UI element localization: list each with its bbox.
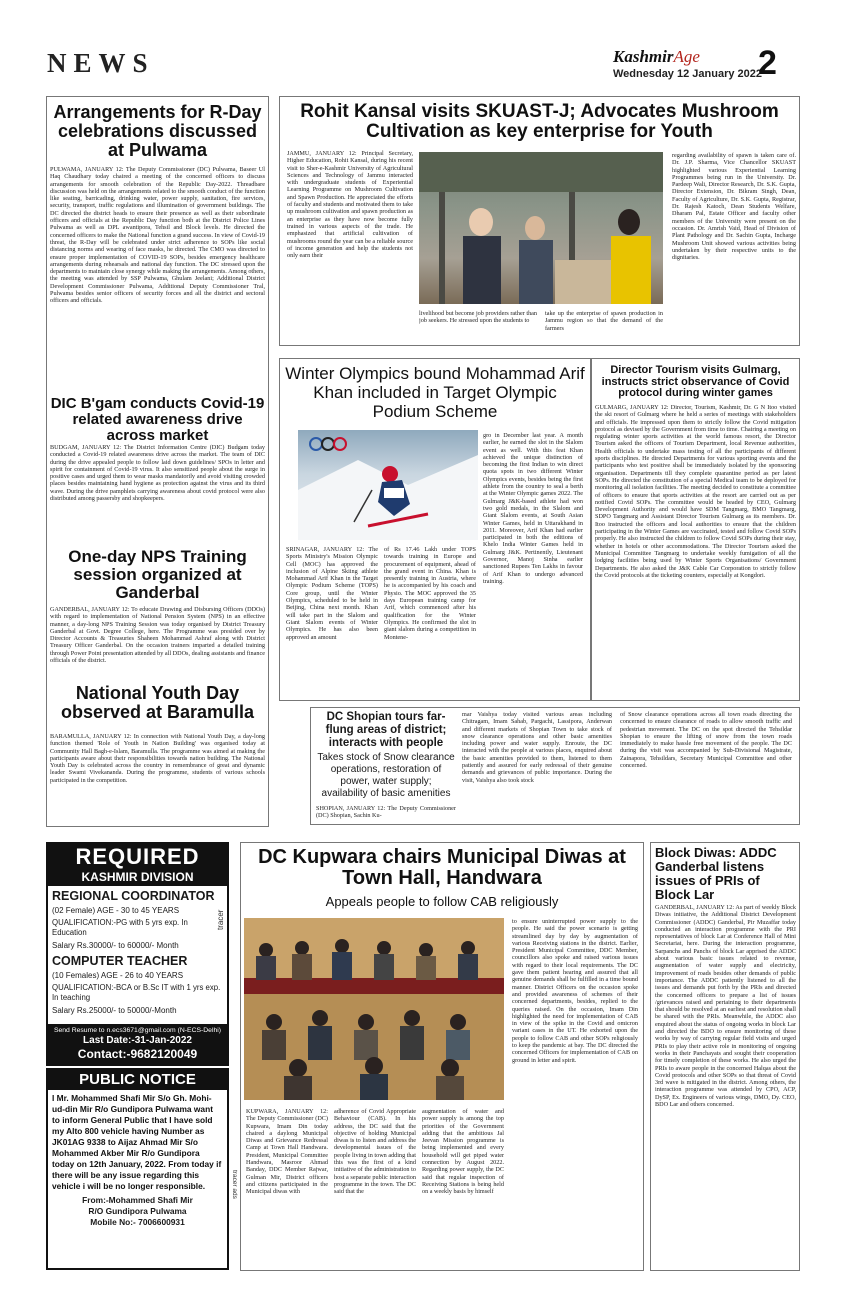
photo-roof <box>419 152 663 192</box>
ad-role-1-detail: (02 Female) AGE - 30 to 45 YEARS <box>52 906 180 915</box>
page-number: 2 <box>758 44 777 82</box>
article-baramulla: BARAMULLA, JANUARY 12: In connection with National Youth Day, a day-long function themed 'Role of Youth in Nation Building' was organised today at Community Hall Bagh-e-Islam, Baramulla. The programme was aimed at making the participants aware about their responsibilities towards nation building. The National Youth Day is celebrated across the country in remembrance of great and dynamic leader Swami Vivekananda. During the programme, students of various schools participated in the competition. <box>50 733 265 784</box>
ad-notice-title: PUBLIC NOTICE <box>48 1070 227 1090</box>
ad-public-notice <box>46 1068 229 1270</box>
photo-person-head <box>469 208 493 236</box>
section-title: NEWS <box>47 48 155 78</box>
photo-skier-bib <box>384 488 404 498</box>
brand-kashmir: Kashmir <box>613 47 674 66</box>
headline-pulwama: Arrangements for R-Day celebrations discussed at Pulwama <box>53 102 262 160</box>
ad-required-title: REQUIRED <box>48 844 227 870</box>
olympics-photo-svg <box>298 430 478 540</box>
photo-pillar <box>439 192 445 304</box>
ad-role-2: COMPUTER TEACHER <box>52 954 188 968</box>
ad-required <box>46 842 229 1066</box>
kupwara-col-4: to ensure uninterrupted power supply to the people. He said the power scenario is getting streamlined day by day by augmentation of various Receiving stations in the district. Earlier, President Municipal Committee, DDC Member, councillors also spoke and raised various issues with regard to their local requirements. The DC gave them patient hearing and assured that all genuine demands shall be fulfilled in a time bound manner. District Officers on the occasion spoke and provided awareness of schemes of their concerned departments, besides, replied to the queries raised. On the occasion, Imam Din highlighted the need for implementation of CAB in view of the spike in the Covid and omicron variant cases in the UT. He exhorted upon the people to follow CAB and other SOPs religiously to keep the pandemic at bay. The DC directed the concerned Officers for implementation of CAB on ground in letter and spirit. <box>512 918 638 1064</box>
kupwara-photo <box>244 918 504 1100</box>
masthead <box>0 0 848 88</box>
headline-kupwara: DC Kupwara chairs Municipal Diwas at Town Hall, Handwara <box>258 846 626 889</box>
headline-ganderbal-nps: One-day NPS Training session organized at Ganderbal <box>68 547 247 602</box>
photo-person-head <box>618 209 640 235</box>
shopian-col-2: mar Vaishya today visited various areas including Chitragam, Imam Sahab, Pargachi, Lassipora, Anderwan and different markets of Shopian Town to take stock of snow clearance operations and other basic amenities including power and water supply. Enroute, the DC interacted with the people at various places, enquired about the basic amenities provided to them, listened to them patiently and assured for early redressal of their genuine demands and grievances of public importance. During the visit, Vaishya also took stock <box>462 711 612 784</box>
headline-budgam: DIC B'gam conducts Covid-19 related awareness drive across market <box>50 395 265 444</box>
article-block-diwas: GANDERBAL, JANUARY 12: As part of weekly Block Diwas initiative, the Additional District Development Commissioner (ADDC) Ganderbal, Pir Muzaffar today conducted an interaction programme with the PRI representatives of block Lar at Conference Hall of Mini Secretariat, here. During the interaction programme, Sarpanchs and Panchs of block Lar apprised the ADDC about various basic issues related to revenue, augmentation of water supply and electricity, improvement of roads besides other demands of public importance. The ADDC patiently listened to all the issues and demands put forth by the PRIs and directed the concerned officers to prepare a list of issues /grievances raised and pertaining to their departments that should be resolved at an earliest and resolution shall be shared with the PRIs. Meanwhile, the ADDC also enquired about the status of ongoing works in block Lar and directed the BDO to ensure monitoring of these works by way of carrying regular field visits and urged PRIs to play their active role in monitoring of ongoing works in their Panchayats and sought their cooperation for timely completion of these works. He also urged the PRIs to aware people in the concerned Halqas about the Covid protocols and other SOPs so that threat of Covid 3rd wave is mitigated in the district. Among others, the interaction programme was attended by CPO, ACP, DySP, Ex. Engineers of various wings, DMO, Dy. CEO, BDO Lar and others concerned. <box>655 904 796 1109</box>
ad-last-date: Last Date:-31-Jan-2022 <box>83 1035 192 1046</box>
ad-role-2-salary: Salary Rs.25000/- to 50000/-Month <box>52 1006 177 1015</box>
headline-baramulla: National Youth Day observed at Baramulla <box>60 683 255 722</box>
kupwara-col-3: augmentation of water and power supply is among the top priorities of the Government adding that the ambitious Jal Jeevan Mission programme is being implemented and every household will get piped water connection by August 2022. Regarding power supply, the DC said that regular inspection of Receiving Stations is being held on a weekly basis by himself <box>422 1108 504 1196</box>
skuast-col-4: regarding availability of spawn is taken care of. Dr. J.P. Sharma, Vice Chancellor SKUAST highlighted various Experiential Learning Programmes being run in the University. Dr. Pardeep Wali, Director Research, Dr. S.K. Gupta, Director Extension, Dr. Bikram Singh, Dean, Faculty of Agriculture, Dr. S.K. Gupta, Registrar, Dr. Rajesh Katoch, Dean Students Welfare, Dharam Pal, Estate Officer and faculty other members of the University were present on the occasion. Dr. Amrish Vaid, Head of Division of Plant Pathology and Dr. Sachin Gupta, Incharge Mushroom Unit showed various activities being undertaken by their respective units to the dignitaries. <box>672 152 796 262</box>
skuast-col-2: livelihood but become job providers rather than job seekers. He stressed upon the students to <box>419 310 537 325</box>
ad-role-1-qualification: QUALIFICATION:-PG with 5 yrs exp. In Education <box>52 918 188 937</box>
photo-person <box>519 240 553 304</box>
skuast-photo <box>419 152 663 304</box>
ad-role-2-qualification: QUALIFICATION:-BCA or B.Sc IT with 1 yrs exp. In teaching <box>52 983 221 1002</box>
ad-required-tag: tracer <box>216 909 225 930</box>
article-gulmarg: GULMARG, JANUARY 12: Director, Tourism, Kashmir, Dr. G N Itoo visited the ski resort of Gulmarg where he held a series of meetings with stakeholders and officials. He impressed upon them to strictly follow the Covid mitigation protocol as devised by the Government from time to time. Chairing a meeting on regulating winter sports activities at the world famous resort, the Director Tourism asked the officers of Tourism Department, local Revenue authorities, Health officials to undertake mass testing of all the participants of different sports disciplines. He directed Departments for various sporting events and the participants who test positive shall be immediately isolated by the sponsoring organisation. Departments till they complete quarantine period as per latest SOPs. He directed the constitution of a special Medical team to be deployed for monitoring all isolation facilities. The meeting decided to constitute a committee of officers to ensure that sports activities at the resort are carried out as per notified Covid SOPs. The committee would be headed by CEO, Gulmarg Development Authority and would have SDM Tangmarg, BMO Tangmarg, SDPO Tangmarg and Assistant Director Tourism Gulmarg as its members. Dr. Itoo instructed the officers and local authorities to ensure that the children participating in the Winter Games are vaccinated, tested and follow Covid SOPs properly. He also instructed the children to follow Covid SOPs during their stay, whether in hotels or other accommodations. The Director Tourism asked the Municipal Committee Tangmarg to undertake weekly fumigation of all the lodging facilities being used by Winter Sports Organisations/ Government Departments. He also asked the J&K Cable Car Corporation to strictly follow the Covid protocols at the ticketing counters, especially at Kongdori. <box>595 404 796 579</box>
skuast-photo-svg <box>419 152 663 304</box>
ad-notice-from: From:-Mohammed Shafi Mir <box>82 1195 193 1205</box>
article-budgam: BUDGAM, JANUARY 12: The District Information Centre (DIC) Budgam today conducted a Covid-19 related awareness drive across the market. The team of DIC during the drive appealed people to follow laid down guidelines/ SPOs in letter and spirit for containment of Covid-19 virus. It also sensitized people about the surge in positive cases and urged them to wear masks mandatorily and avoid visiting crowded places besides maintaining hand hygiene as protection against the virus and its third wave. During the drive pamphlets carrying awareness about covid protocol were also distributed among passersby and shopkeepers. <box>50 444 265 503</box>
kupwara-col-2: adherence of Covid Appropriate Behaviour (CAB). In his address, the DC said that the objective of holding Municipal diwas is to listen and address the developmental issues of the people living in town adding that this was the first of a kind initiative of the administration to host a separate public interaction programme in the town. The DC said that the <box>334 1108 416 1196</box>
photo-mushroom-shelf <box>555 260 611 304</box>
olympic-rings-icon <box>322 438 334 450</box>
subhead-kupwara: Appeals people to follow CAB religiously <box>325 894 559 909</box>
headline-skuast: Rohit Kansal visits SKUAST-J; Advocates Mushroom Cultivation as key enterprise for Youth <box>300 101 779 142</box>
kupwara-photo-svg <box>244 918 504 1100</box>
ad-notice-address: R/O Gundipora Pulwama <box>88 1206 187 1216</box>
photo-person-yellow <box>611 236 651 304</box>
headline-block-diwas: Block Diwas: ADDC Ganderbal listens issues of PRIs of Block Lar <box>655 845 777 902</box>
headline-shopian: DC Shopian tours far-flung areas of district; interacts with people <box>325 711 447 749</box>
olympic-rings-icon <box>334 438 346 450</box>
photo-skier-helmet <box>382 466 398 482</box>
olympics-photo <box>298 430 478 540</box>
ad-notice-body: I Mr. Mohammed Shafi Mir S/o Gh. Mohi-ud-din Mir R/o Gundipora Pulwama want to inform General Public that I have sold my Alto 800 vehicle having Number as JK01AG 9338 to Aijaz Ahmad Mir S/o Mohammed Akber Mir R/o Gundipora today on 12th January, 2022. From today if there will be any issue regarding this vehicle i will be no longer responsible. <box>52 1093 222 1191</box>
ad-role-1: REGIONAL COORDINATOR <box>52 889 215 903</box>
headline-olympics: Winter Olympics bound Mohammad Arif Khan included in Target Olympic Podium Scheme <box>285 364 585 421</box>
skuast-col-1: JAMMU, JANUARY 12: Principal Secretary, Higher Education, Rohit Kansal, during his recent visit to Sher-e-Kashmir University of Agricultural Sciences and Technology of Jammu interacted with undergraduate students of Experiential Learning Programme on Mushroom Cultivation and Spawn Production. He appreciated the efforts of faculty and students and motivated them to take up mushroom cultivation and spawn production as an enterprise as they have now become fully trained in various aspects of the trade. He emphasized that artificial cultivation of mushrooms round the year can be a reliable source of income generation and help the students not only earn their <box>287 150 413 260</box>
ad-notice-mobile: Mobile No:- 7006600931 <box>90 1217 185 1227</box>
headline-gulmarg: Director Tourism visits Gulmarg, instructs strict observance of Covid protocol during winter games <box>601 364 790 400</box>
article-pulwama: PULWAMA, JANUARY 12: The Deputy Commissioner (DC) Pulwama, Baseer Ul Haq Chaudhary today chaired a meeting of the concerned officers to discuss arrangements for smooth celebration of the Republic Day-2022. Threadbare discussion was held on the arrangements related to the smooth conduct of the function like seating, barricading, drinking water, power supply, sanitation, fire services, security, transport, traffic regulations and illumination of government buildings. The DC directed the district heads to ensure their presence as well as their subordinate officers and officials at the Republic Day function both at the District Police Lines Pulwama as well as DPL awantipora, Tehsil and Block levels. He directed the concerned officers to make the National function a grand success. In view of Covid-19 threat, the R-Day will be celebrated under strict adherence to SOPs like social distancing norms and wearing of face masks, he directed. The CMO was directed to ensure proper implementation of COVID-19 SOPs, besides emergency healthcare arrangements during rehearsals and national day function. The DC stressed upon the departments to maintain close synergy while making the arrangements. Among others, the meeting was attended by SSP Pulwama, Ghulam Jeelani; Additional District Development Commissioner Pulwama, Additional Deputy Commissioner Tral, Pulwama besides senior officers of security forces and all the district and sectoral officers and officials. <box>50 166 265 305</box>
ad-required-footer <box>48 1024 227 1064</box>
subhead-shopian: Takes stock of Snow clearance operations, restoration of power, water supply; availability of basic amenities <box>317 752 455 799</box>
ad-role-1-salary: Salary Rs.30000/- to 60000/- Month <box>52 941 179 950</box>
ad-required-division: KASHMIR DIVISION <box>48 870 227 886</box>
ad-role-2-detail: (10 Females) AGE - 26 to 40 YEARS <box>52 971 184 980</box>
shopian-col-1: SHOPIAN, JANUARY 12: The Deputy Commissioner (DC) Shopian, Sachin Ku- <box>316 805 456 820</box>
shopian-col-3: of Snow clearance operations across all town roads directing the concerned to ensure clearance of roads to allow smooth traffic and pedestrian movement. The DC on the spot directed the Tehsildar Shopian to ensure the lifting of snow from the town roads immediately to make hassle free movement of the people. The DC during the visit was accompanied by Sub-Divisional Magistrate, Zainapora, Tehsildars, Secretary Municipal Committee and other concerned. <box>620 711 792 770</box>
olympic-rings-icon <box>310 438 322 450</box>
brand-logo <box>613 47 700 67</box>
olympics-col-1: SRINAGAR, JANUARY 12: The Sports Ministry's Mission Olympic Cell (MOC) has approved the inclusion of Alpine Skiing athlete Mohammad Arif Khan in the Target Olympic Podium Scheme (TOPS) Core group, until the Winter Olympics, scheduled to be held in Beijing, China next month. Khan will take part in the Slalom and Giant Slalom events of Winter Olympics. He has also been approved an amount <box>286 546 378 641</box>
ad-send-resume: Send Resume to n.ecs3671@gmail.com (N-ECS-Delhi) <box>53 1027 222 1034</box>
olympics-col-3: gro in December last year. A month earlier, he earned the slot in the Slalom event as well. With this feat Khan achieved the unique distinction of becoming the first Indian to win direct quota spots in two different Winter Olympics events, besides being the first athlete from the country to seal a berth at the Winter Olympic games 2022. The Gulmarg J&K-based athlete had won two gold medals, in the Slalom and Giant Slalom events, at South Asian Winter Games, held in Uttarakhand in 2011. Moreover, Arif Khan had earlier participated in both the editions of Khelo India Winter Games held in Gulmarg J&K. Pertinently, Lieutenant Governor, Manoj Sinha earlier sanctioned Rupees Ten Lakhs in favour of Arif Khan to undergo advanced training. <box>483 432 583 585</box>
photo-person <box>463 236 501 304</box>
brand-age: Age <box>673 47 700 66</box>
photo-person-head <box>525 216 545 240</box>
photo-dais <box>244 978 504 994</box>
skuast-col-3: take up the enterprise of spawn production in Jammu region so that the demand of the farmers <box>545 310 663 332</box>
ad-contact: Contact:-9682120049 <box>77 1047 198 1061</box>
ad-notice-tag: tracer ads <box>231 1170 238 1199</box>
article-ganderbal-nps: GANDERBAL, JANUARY 12: To educate Drawing and Disbursing Officers (DDOs) with regard to implementation of National Pension System (NPS) in an effective manner, a day-long NPS Training Session was today organised by District Treasury Ganderbal at Govt. Degree College, here. The Programme was presided over by Director Accounts & Treasuries Shaheen Mohammad Ashraf along with District Treasury Officer Ganderbal. On the occasion trainers imparted a detailed training through Power Point presentation attended by all DDOs, dealing assistants and finance officials of the district. <box>50 606 265 665</box>
olympics-col-2: of Rs 17.46 Lakh under TOPS towards training in Europe and procurement of equipment, ahead of the grand event in China. Khan is presently training in Austria, where he is accompanied by his coach and Physio. The MOC approved the 35 days European training camp for Arif, which commenced after his qualification for the Winter Olympics. He confirmed the slot in giant slalom during a competition in Montene- <box>384 546 476 641</box>
kupwara-col-1: KUPWARA, JANUARY 12: The Deputy Commissioner (DC) Kupwara, Imam Din today chaired a daylong Municipal Diwas and Grievance Redressal Camp at Town Hall Handwara. President, Municipal Committee Handwara, Masroor Ahmad Banday, DDC Member Rajwar, Gulman Mir, District officers and citizens participated in the Municipal diwas with <box>246 1108 328 1196</box>
issue-date: Wednesday 12 January 2022 <box>613 68 762 80</box>
